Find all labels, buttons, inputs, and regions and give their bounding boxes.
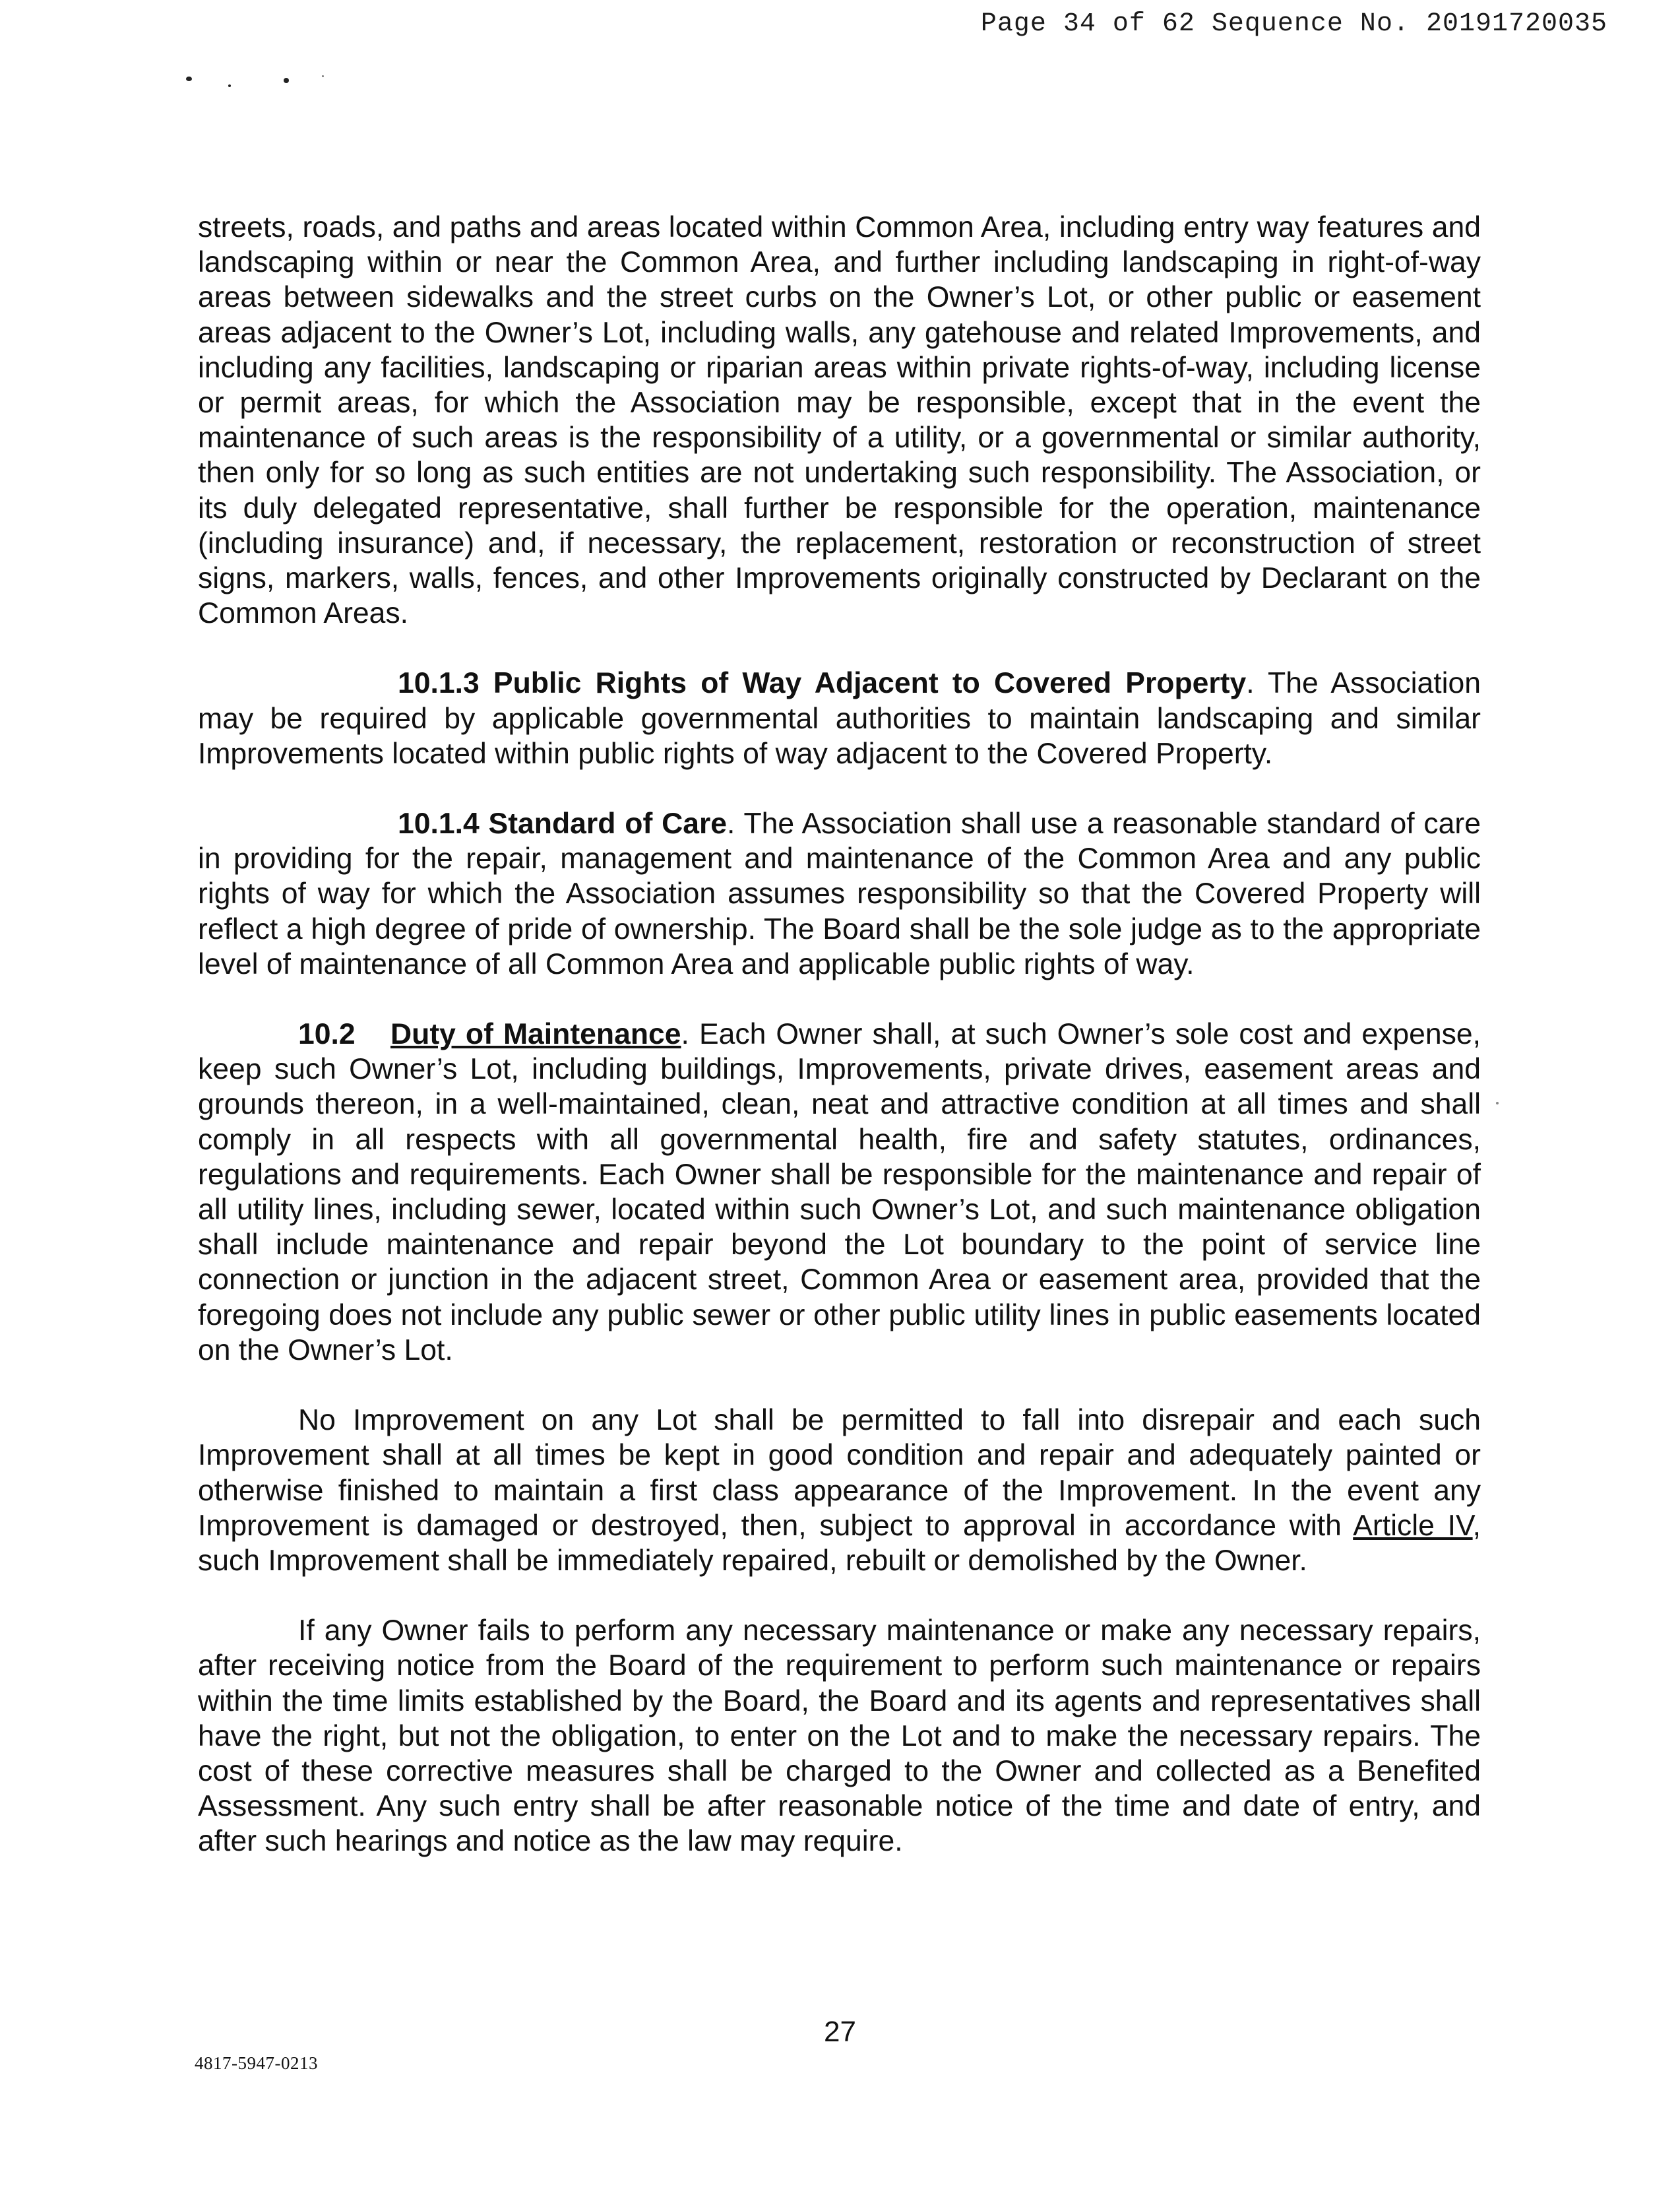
section-10-2 <box>198 1017 1481 1368</box>
scan-speck <box>322 75 324 77</box>
page-number: 27 <box>824 2016 856 2048</box>
section-heading: 10.1.3 Public Rights of Way Adjacent to Covered Property <box>398 667 1247 700</box>
scan-speck <box>284 78 289 83</box>
section-10-1-3 <box>198 666 1481 771</box>
paragraph-common-area-maintenance: streets, roads, and paths and areas located within Common Area, including entry way features and landscaping within or near the Common Area, and further including landscaping in right-of-way areas between sidewalks and the street curbs on the Owner’s Lot, or other public or easement areas adjacent to the Owner’s Lot, including walls, any gatehouse and related Improvements, and including any facilities, landscaping or riparian areas within private rights-of-way, including license or permit areas, for which the Association may be responsible, except that in the event the maintenance of such areas is the responsibility of a utility, or a governmental or similar authority, then only for so long as such entities are not undertaking such responsibility. The Association, or its duly delegated representative, shall further be responsible for the operation, maintenance (including insurance) and, if necessary, the replacement, restoration or reconstruction of street signs, markers, walls, fences, and other Improvements originally constructed by Declarant on the Common Areas. <box>198 211 1481 630</box>
scan-specks <box>183 74 335 94</box>
article-reference: Article IV <box>1353 1509 1473 1542</box>
page-sequence-stamp: Page 34 of 62 Sequence No. 20191720035 <box>980 9 1607 39</box>
document-body <box>198 210 1481 1894</box>
section-10-1-4 <box>198 806 1481 982</box>
paragraph-text: , such Improvement shall be immediately repaired, rebuilt or demolished by the Owner. <box>198 1509 1481 1577</box>
document-id: 4817-5947-0213 <box>195 2053 318 2073</box>
section-heading: 10.1.4 Standard of Care <box>398 808 728 841</box>
paragraph-improvement-repair <box>198 1403 1481 1578</box>
paragraph-owner-failure: If any Owner fails to perform any necessary maintenance or make any necessary repairs, after receiving notice from the Board of the requirement to perform such maintenance or repairs within the time limits established by the Board, the Board and its agents and representatives shall have the right, but not the obligation, to enter on the Lot and to make the necessary repairs. The cost of these corrective measures shall be charged to the Owner and collected as a Benefited Assessment. Any such entry shall be after reasonable notice of the time and date of entry, and after such hearings and notice as the law may require. <box>198 1614 1481 1858</box>
section-text: . The Association shall use a reasonable standard of care in providing for the repair, management and maintenance of the Common Area and any public rights of way for which the Association assumes responsibility so that the Covered Property will reflect a high degree of pride of ownership. The Board shall be the sole judge as to the appropriate level of maintenance of all Common Area and applicable public rights of way. <box>198 808 1481 980</box>
section-text: The Association may be required by applicable governmental authorities to maintain landscaping and similar Improvements located within public rights of way adjacent to the Covered Property. <box>198 667 1481 770</box>
scan-speck <box>228 84 231 87</box>
scan-speck <box>1496 1102 1499 1104</box>
paragraph-text: No Improvement on any Lot shall be permitted to fall into disrepair and each such Improvement shall at all times be kept in good condition and repair and adequately painted or otherwise finished to maintain a first class appearance of the Improvement. In the event any Improvement is damaged or destroyed, then, subject to approval in accordance with <box>198 1404 1481 1542</box>
section-text: . Each Owner shall, at such Owner’s sole cost and expense, keep such Owner’s Lot, including buildings, Improvements, private drives, easement areas and grounds thereon, in a well-maintained, clean, neat and attractive condition at all times and shall comply in all respects with all governmental health, fire and safety statutes, ordinances, regulations and requirements. Each Owner shall be responsible for the maintenance and repair of all utility lines, including sewer, located within such Owner’s Lot, and such maintenance obligation shall include maintenance and repair beyond the Lot boundary to the point of service line connection or junction in the adjacent street, Common Area or easement area, provided that the foregoing does not include any public sewer or other public utility lines in public easements located on the Owner’s Lot. <box>198 1018 1481 1366</box>
section-heading-period: . <box>1246 667 1255 700</box>
section-title: Duty of Maintenance <box>390 1018 681 1051</box>
scan-speck <box>186 77 192 81</box>
section-number: 10.2 <box>298 1018 356 1051</box>
